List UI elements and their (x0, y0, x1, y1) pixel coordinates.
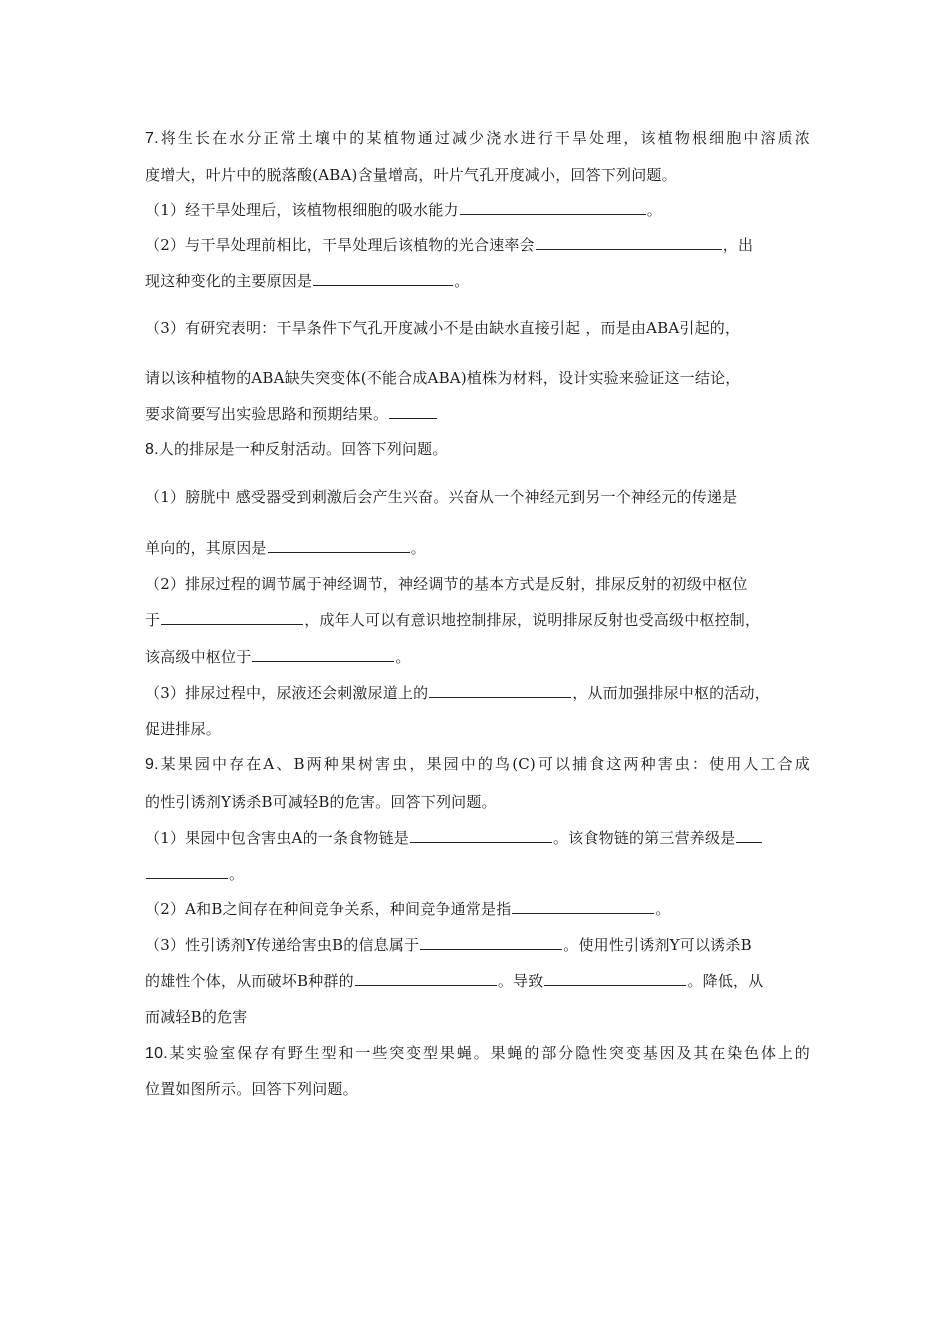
q7-stem-line-2: 度增大，叶片中的脱落酸(ABA)含量增高，叶片气孔开度减小，回答下列问题。 (145, 166, 677, 184)
answer-blank[interactable] (146, 863, 228, 879)
answer-blank[interactable] (420, 934, 562, 950)
q9-part-3-line-1: （3）性引诱剂Y传递给害虫B的信息属于 。使用性引诱剂Y可以诱杀B (145, 936, 752, 954)
q7-part-2-line-2: 现这种变化的主要原因是 。 (145, 272, 470, 290)
q8-number: 8. (145, 441, 159, 458)
q9-part-3-line-3: 而减轻B的危害 (145, 1008, 248, 1026)
q7-stem-line-1: 7.将生长在水分正常土壤中的某植物通过减少浇水进行干旱处理，该植物根细胞中溶质浓 (145, 129, 810, 147)
answer-blank[interactable] (429, 682, 571, 698)
q8-part-2-line-3: 该高级中枢位于 。 (145, 648, 411, 666)
q8-part-1-line-2: 单向的，其原因是 。 (145, 539, 426, 557)
answer-blank[interactable] (389, 403, 437, 419)
q7-part-3-line-3: 要求简要写出实验思路和预期结果。 (145, 403, 810, 425)
q7-part-3-line-1: （3）有研究表明：干旱条件下气孔开度减小不是由缺水直接引起 ，而是由ABA引起的， (145, 319, 741, 337)
q8-part-3-line-2: 促进排尿。 (145, 720, 222, 738)
q8-part-2-line-2: 于 ，成年人可以有意识地控制排尿，说明排尿反射也受高级中枢控制， (145, 611, 761, 629)
q8-part-1-line-1: （1）膀胱中 感受器受到刺激后会产生兴奋。兴奋从一个神经元到另一个神经元的传递是 (145, 488, 738, 506)
q9-part-1-line-2: 。 (145, 863, 810, 885)
q7-part-1: （1）经干旱处理后，该植物根细胞的吸水能力 。 (145, 201, 662, 219)
q9-number: 9. (145, 756, 159, 773)
q9-part-2: （2）A和B之间存在种间竞争关系，种间竞争通常是指 。 (145, 900, 671, 918)
q8-stem: 8.人的排尿是一种反射活动。回答下列问题。 (145, 440, 448, 458)
q9-part-1-line-1: （1）果园中包含害虫A的一条食物链是 。该食物链的第三营养级是 (145, 827, 810, 849)
q9-stem-line-1: 9.某果园中存在A、B两种果树害虫，果园中的鸟(C)可以捕食这两种害虫：使用人工合成 (145, 755, 810, 773)
q7-part-3-line-2: 请以该种植物的ABA缺失突变体(不能合成ABA)植株为材料，设计实验来验证这一结论， (145, 369, 741, 387)
q10-stem-line-2: 位置如图所示。回答下列问题。 (145, 1080, 358, 1098)
answer-blank[interactable] (512, 898, 654, 914)
answer-blank[interactable] (252, 646, 394, 662)
q7-part-2-line-1: （2）与干旱处理前相比，干旱处理后该植物的光合速率会 ，出 (145, 236, 754, 254)
answer-blank[interactable] (460, 199, 646, 215)
answer-blank[interactable] (544, 970, 686, 986)
q9-stem-line-2: 的性引诱剂Y诱杀B可减轻B的危害。回答下列问题。 (145, 793, 497, 811)
q9-part-3-line-2: 的雄性个体，从而破坏B种群的 。导致 。降低，从 (145, 972, 764, 990)
answer-blank[interactable] (313, 270, 453, 286)
q7-number: 7. (145, 130, 159, 147)
q8-part-2-line-1: （2）排尿过程的调节属于神经调节，神经调节的基本方式是反射，排尿反射的初级中枢位 (145, 575, 748, 593)
q10-number: 10. (145, 1045, 168, 1062)
answer-blank[interactable] (736, 827, 762, 843)
answer-blank[interactable] (410, 827, 552, 843)
answer-blank[interactable] (536, 234, 722, 250)
answer-blank[interactable] (355, 970, 497, 986)
q8-part-3-line-1: （3）排尿过程中，尿液还会刺激尿道上的 ，从而加强排尿中枢的活动， (145, 684, 770, 702)
answer-blank[interactable] (268, 537, 410, 553)
q10-stem-line-1: 10.某实验室保存有野生型和一些突变型果蝇。果蝇的部分隐性突变基因及其在染色体上的 (145, 1044, 810, 1062)
answer-blank[interactable] (161, 609, 303, 625)
